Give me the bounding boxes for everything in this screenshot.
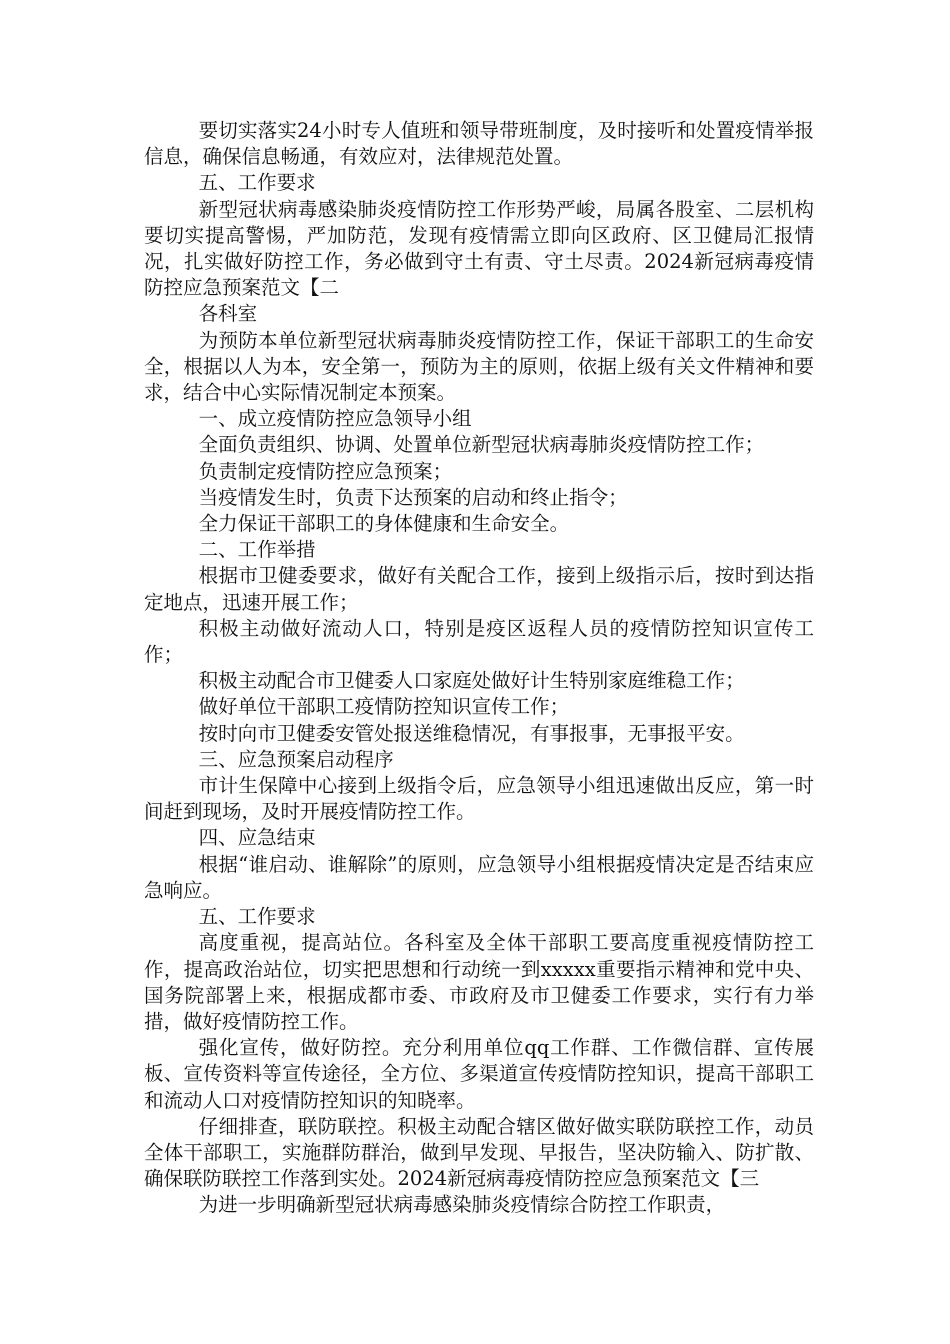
paragraph: 仔细排查，联防联控。积极主动配合辖区做好做实联防联控工作，动员全体干部职工，实施群防群治，做到早发现、早报告，坚决防输入、防扩散、确保联防联控工作落到实处。2024新冠病毒疫情防控应急预案范文【三	[144, 1114, 814, 1191]
paragraph: 全面负责组织、协调、处置单位新型冠状病毒肺炎疫情防控工作；	[198, 433, 765, 457]
paragraph: 全力保证干部职工的身体健康和生命安全。	[198, 512, 570, 536]
paragraph: 为进一步明确新型冠状病毒感染肺炎疫情综合防控工作职责，	[198, 1193, 726, 1217]
section-heading: 五、工作要求	[198, 905, 316, 929]
paragraph: 负责制定疫情防控应急预案；	[198, 459, 453, 483]
section-heading: 三、应急预案启动程序	[198, 747, 394, 771]
paragraph: 做好单位干部职工疫情防控知识宣传工作；	[198, 695, 570, 719]
paragraph: 根据市卫健委要求，做好有关配合工作，接到上级指示后，按时到达指定地点，迅速开展工作；	[144, 564, 814, 614]
paragraph: 按时向市卫健委安管处报送维稳情况，有事报事，无事报平安。	[198, 721, 745, 745]
paragraph: 积极主动做好流动人口，特别是疫区返程人员的疫情防控知识宣传工作；	[144, 616, 814, 667]
paragraph: 为预防本单位新型冠状病毒肺炎疫情防控工作，保证干部职工的生命安全，根据以人为本，安全第一，预防为主的原则，依据上级有关文件精神和要求，结合中心实际情况制定本预案。	[144, 328, 814, 405]
section-heading: 五、工作要求	[198, 171, 316, 195]
section-heading: 四、应急结束	[198, 826, 316, 850]
section-heading: 二、工作举措	[198, 538, 316, 562]
paragraph: 积极主动配合市卫健委人口家庭处做好计生特别家庭维稳工作；	[198, 669, 745, 693]
paragraph: 新型冠状病毒感染肺炎疫情防控工作形势严峻，局属各股室、二层机构要切实提高警惕，严加防范，发现有疫情需立即向区政府、区卫健局汇报情况，扎实做好防控工作，务必做到守土有责、守土尽责。2024新冠病毒疫情防控应急预案范文【二	[144, 197, 814, 300]
salutation: 各科室	[198, 302, 258, 326]
paragraph: 当疫情发生时，负责下达预案的启动和终止指令；	[198, 485, 628, 509]
section-heading: 一、成立疫情防控应急领导小组	[198, 407, 472, 431]
paragraph: 要切实落实24小时专人值班和领导带班制度，及时接听和处置疫情举报信息，确保信息畅通，有效应对，法律规范处置。	[144, 119, 814, 169]
paragraph: 根据“谁启动、谁解除”的原则，应急领导小组根据疫情决定是否结束应急响应。	[144, 852, 814, 902]
document-body	[144, 118, 814, 1219]
paragraph: 强化宣传，做好防控。充分利用单位qq工作群、工作微信群、宣传展板、宣传资料等宣传途径，全方位、多渠道宣传疫情防控知识，提高干部职工和流动人口对疫情防控知识的知晓率。	[144, 1036, 814, 1112]
paragraph: 市计生保障中心接到上级指令后，应急领导小组迅速做出反应，第一时间赶到现场，及时开展疫情防控工作。	[144, 774, 814, 824]
paragraph: 高度重视，提高站位。各科室及全体干部职工要高度重视疫情防控工作，提高政治站位，切实把思想和行动统一到xxxxx重要指示精神和党中央、国务院部署上来，根据成都市委、市政府及市卫健委工作要求，实行有力举措，做好疫情防控工作。	[144, 931, 814, 1033]
